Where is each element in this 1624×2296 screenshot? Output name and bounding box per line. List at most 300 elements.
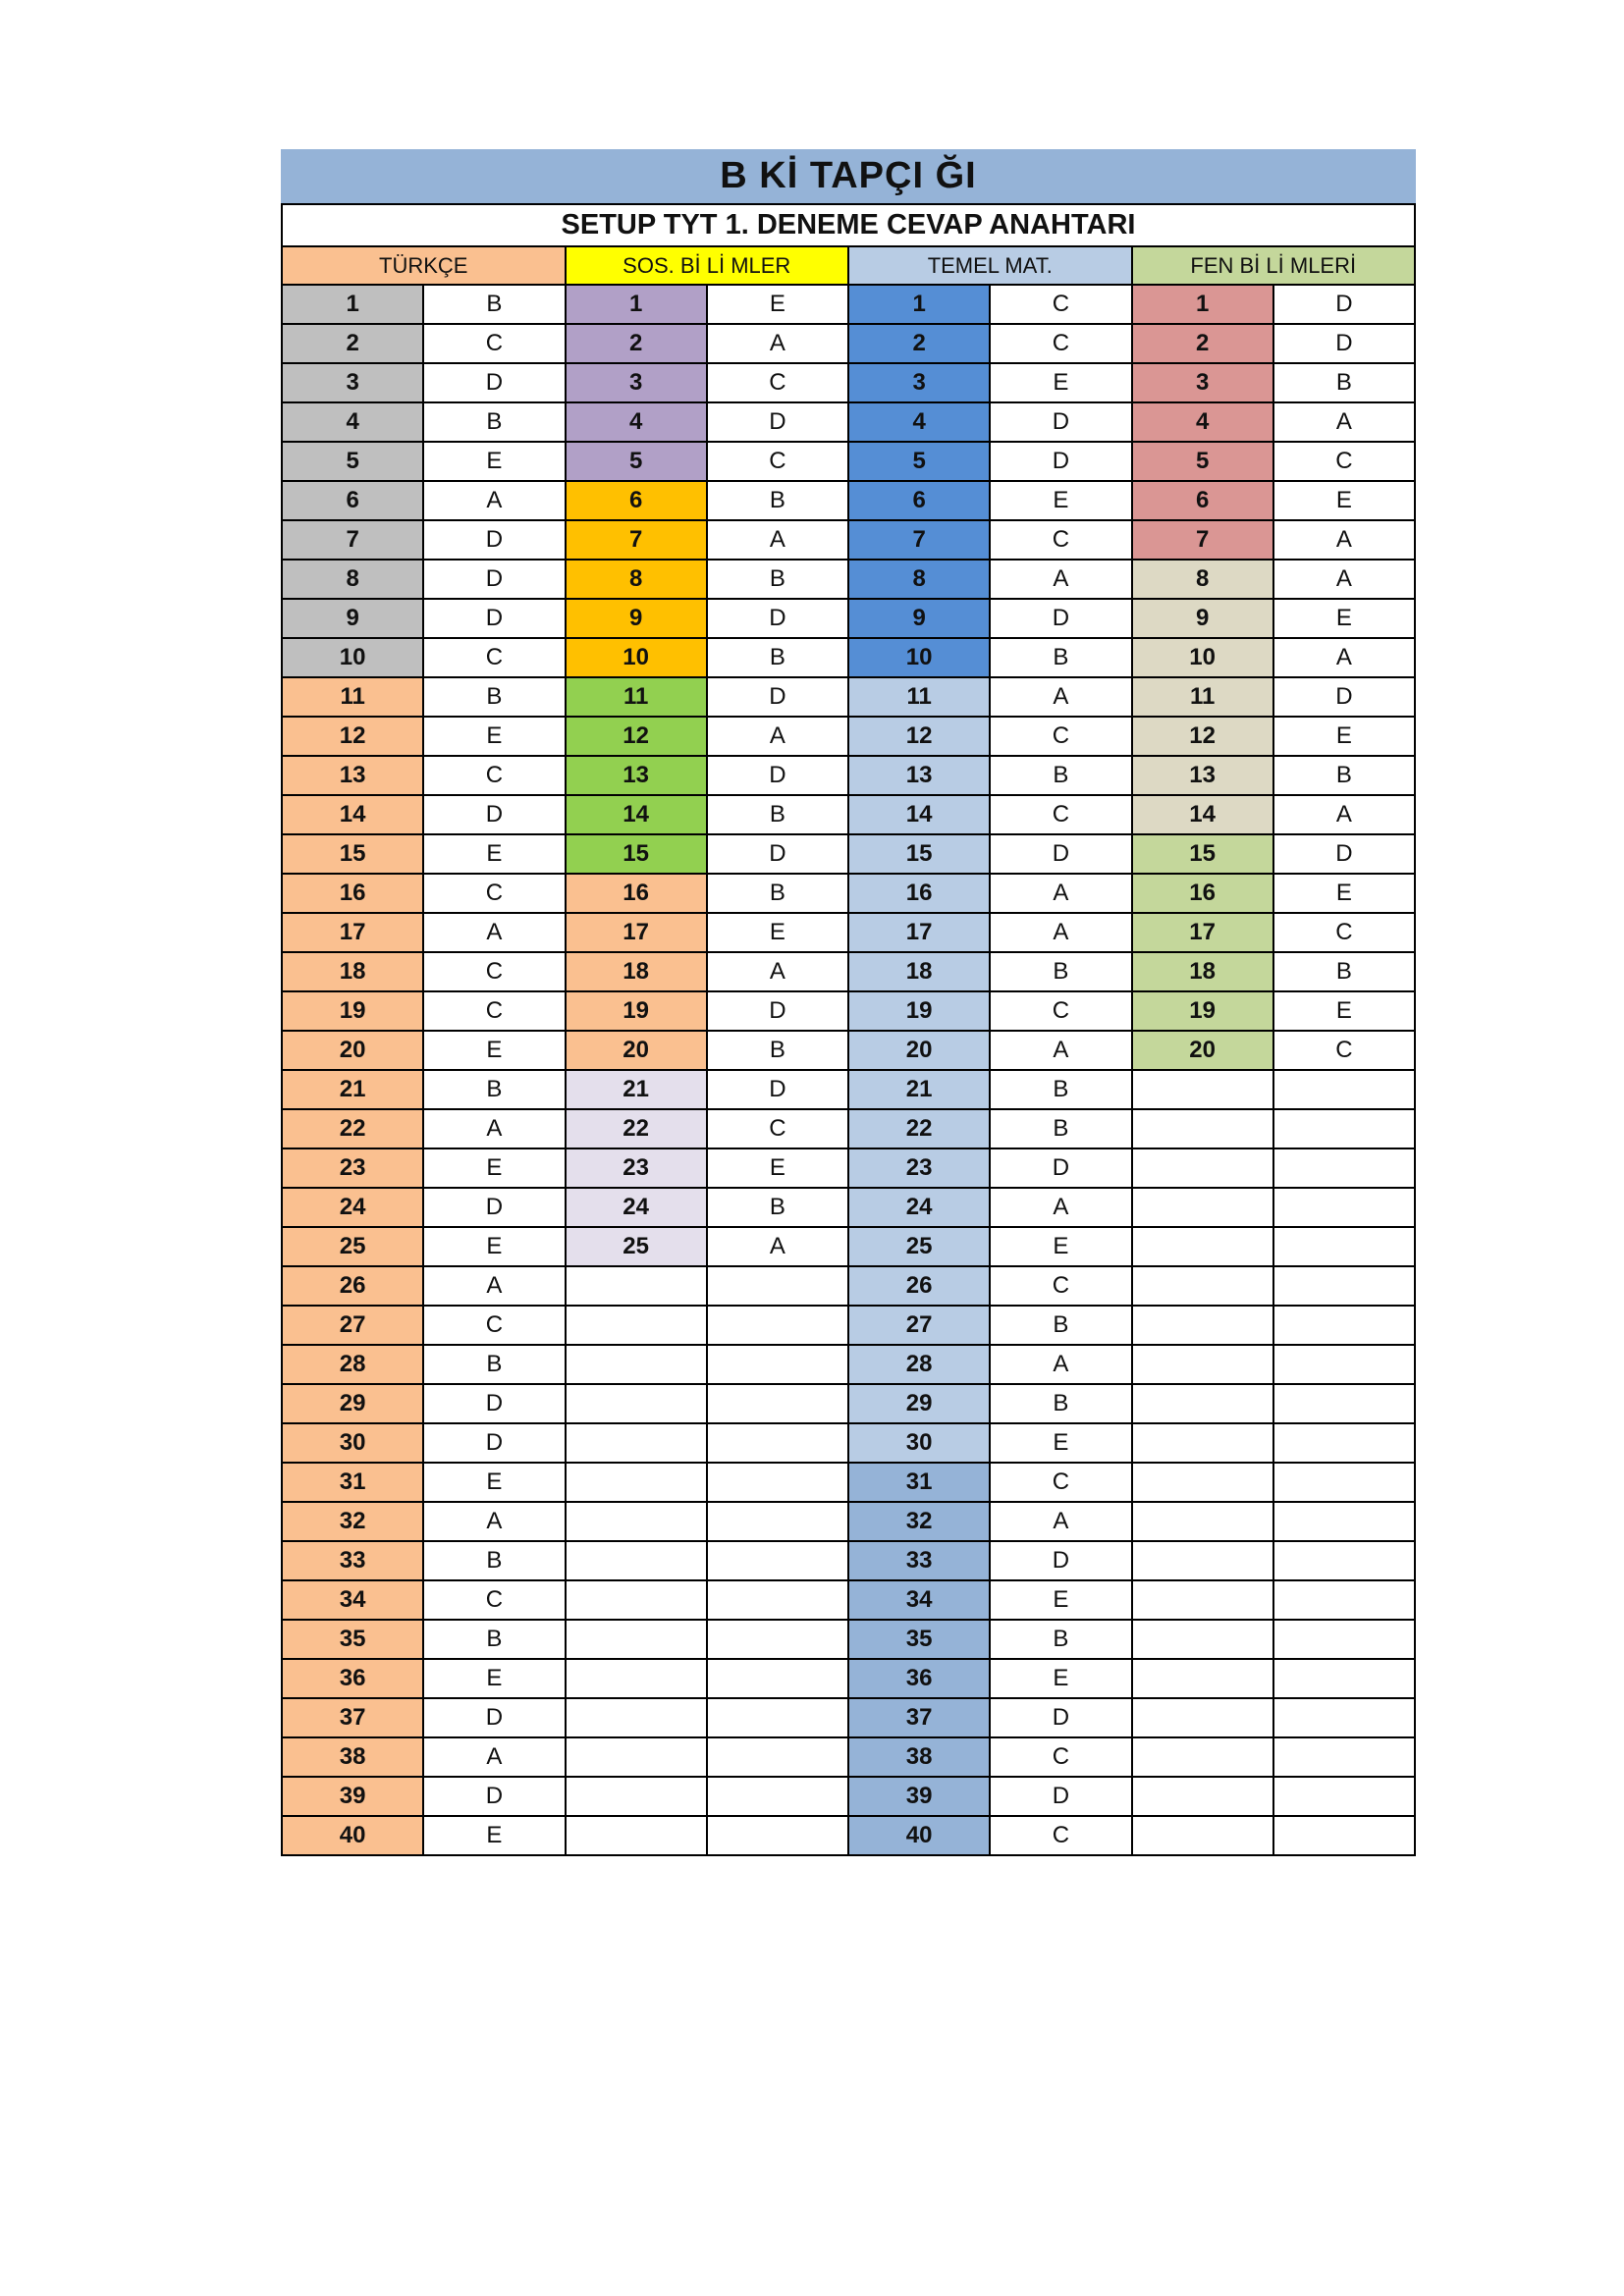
empty-cell	[1273, 1109, 1415, 1148]
empty-cell	[566, 1266, 707, 1306]
question-number-temel-mat: 32	[848, 1502, 990, 1541]
empty-cell	[707, 1620, 848, 1659]
answer-turkce: A	[423, 1266, 565, 1306]
answer-temel-mat: C	[990, 991, 1131, 1031]
answer-turkce: E	[423, 717, 565, 756]
question-number-turkce: 4	[282, 402, 423, 442]
answer-temel-mat: D	[990, 1541, 1131, 1580]
answer-sosyal: D	[707, 599, 848, 638]
answer-sosyal: D	[707, 834, 848, 874]
answer-turkce: C	[423, 952, 565, 991]
table-row	[282, 442, 1415, 481]
answer-turkce: D	[423, 363, 565, 402]
empty-cell	[566, 1423, 707, 1463]
answer-fen: D	[1273, 834, 1415, 874]
answer-sosyal: A	[707, 952, 848, 991]
answer-temel-mat: D	[990, 402, 1131, 442]
empty-cell	[1132, 1266, 1273, 1306]
answer-fen: C	[1273, 913, 1415, 952]
question-number-turkce: 33	[282, 1541, 423, 1580]
answer-sosyal: D	[707, 1070, 848, 1109]
empty-cell	[1273, 1384, 1415, 1423]
question-number-sosyal: 20	[566, 1031, 707, 1070]
empty-cell	[566, 1306, 707, 1345]
question-number-fen: 4	[1132, 402, 1273, 442]
empty-cell	[566, 1502, 707, 1541]
question-number-temel-mat: 6	[848, 481, 990, 520]
empty-cell	[1132, 1070, 1273, 1109]
table-row	[282, 599, 1415, 638]
answer-turkce: E	[423, 834, 565, 874]
question-number-temel-mat: 38	[848, 1737, 990, 1777]
question-number-temel-mat: 28	[848, 1345, 990, 1384]
answer-turkce: E	[423, 1463, 565, 1502]
question-number-sosyal: 7	[566, 520, 707, 560]
answer-fen: A	[1273, 795, 1415, 834]
table-row	[282, 1659, 1415, 1698]
empty-cell	[707, 1737, 848, 1777]
answer-temel-mat: C	[990, 1737, 1131, 1777]
answer-turkce: D	[423, 1698, 565, 1737]
question-number-temel-mat: 17	[848, 913, 990, 952]
answer-turkce: B	[423, 402, 565, 442]
empty-cell	[1132, 1698, 1273, 1737]
empty-cell	[1273, 1659, 1415, 1698]
question-number-turkce: 32	[282, 1502, 423, 1541]
table-row	[282, 324, 1415, 363]
question-number-temel-mat: 21	[848, 1070, 990, 1109]
section-header-fen: FEN Bİ Lİ MLERİ	[1132, 246, 1416, 285]
question-number-turkce: 5	[282, 442, 423, 481]
empty-cell	[1273, 1620, 1415, 1659]
empty-cell	[707, 1659, 848, 1698]
answer-sosyal: B	[707, 795, 848, 834]
answer-turkce: C	[423, 874, 565, 913]
answer-sosyal: A	[707, 324, 848, 363]
answer-turkce: E	[423, 1148, 565, 1188]
empty-cell	[566, 1463, 707, 1502]
answer-temel-mat: B	[990, 638, 1131, 677]
answer-temel-mat: A	[990, 874, 1131, 913]
empty-cell	[1132, 1188, 1273, 1227]
answer-fen: E	[1273, 874, 1415, 913]
question-number-temel-mat: 13	[848, 756, 990, 795]
empty-cell	[1132, 1659, 1273, 1698]
answer-sosyal: B	[707, 638, 848, 677]
answer-temel-mat: D	[990, 599, 1131, 638]
question-number-turkce: 2	[282, 324, 423, 363]
empty-cell	[1273, 1777, 1415, 1816]
question-number-turkce: 22	[282, 1109, 423, 1148]
empty-cell	[1273, 1737, 1415, 1777]
question-number-temel-mat: 3	[848, 363, 990, 402]
question-number-temel-mat: 30	[848, 1423, 990, 1463]
question-number-sosyal: 15	[566, 834, 707, 874]
answer-key-table	[281, 203, 1416, 1856]
answer-sosyal: A	[707, 1227, 848, 1266]
answer-sosyal: B	[707, 1031, 848, 1070]
answer-turkce: D	[423, 1777, 565, 1816]
section-header-row	[282, 246, 1415, 285]
answer-sosyal: A	[707, 520, 848, 560]
question-number-temel-mat: 33	[848, 1541, 990, 1580]
table-row	[282, 1698, 1415, 1737]
answer-temel-mat: C	[990, 1266, 1131, 1306]
question-number-temel-mat: 2	[848, 324, 990, 363]
table-row	[282, 481, 1415, 520]
answer-fen: C	[1273, 1031, 1415, 1070]
empty-cell	[1132, 1109, 1273, 1148]
table-row	[282, 1423, 1415, 1463]
table-row	[282, 1777, 1415, 1816]
question-number-temel-mat: 15	[848, 834, 990, 874]
question-number-turkce: 17	[282, 913, 423, 952]
question-number-turkce: 31	[282, 1463, 423, 1502]
answer-turkce: B	[423, 1345, 565, 1384]
answer-temel-mat: B	[990, 1109, 1131, 1148]
empty-cell	[1132, 1620, 1273, 1659]
answer-temel-mat: A	[990, 913, 1131, 952]
question-number-turkce: 18	[282, 952, 423, 991]
answer-fen: C	[1273, 442, 1415, 481]
question-number-temel-mat: 24	[848, 1188, 990, 1227]
question-number-turkce: 3	[282, 363, 423, 402]
table-row	[282, 913, 1415, 952]
question-number-fen: 17	[1132, 913, 1273, 952]
empty-cell	[1132, 1777, 1273, 1816]
question-number-temel-mat: 35	[848, 1620, 990, 1659]
empty-cell	[1273, 1227, 1415, 1266]
empty-cell	[1273, 1345, 1415, 1384]
answer-turkce: E	[423, 442, 565, 481]
question-number-turkce: 27	[282, 1306, 423, 1345]
answer-temel-mat: A	[990, 1502, 1131, 1541]
question-number-sosyal: 14	[566, 795, 707, 834]
answer-sosyal: D	[707, 991, 848, 1031]
question-number-fen: 11	[1132, 677, 1273, 717]
question-number-turkce: 16	[282, 874, 423, 913]
table-row	[282, 1816, 1415, 1855]
answer-turkce: B	[423, 285, 565, 324]
question-number-sosyal: 6	[566, 481, 707, 520]
empty-cell	[1273, 1580, 1415, 1620]
answer-turkce: E	[423, 1227, 565, 1266]
answer-temel-mat: B	[990, 756, 1131, 795]
question-number-temel-mat: 26	[848, 1266, 990, 1306]
answer-temel-mat: D	[990, 442, 1131, 481]
empty-cell	[1273, 1463, 1415, 1502]
answer-temel-mat: A	[990, 560, 1131, 599]
question-number-sosyal: 21	[566, 1070, 707, 1109]
answer-sosyal: D	[707, 756, 848, 795]
answer-fen: B	[1273, 363, 1415, 402]
question-number-sosyal: 18	[566, 952, 707, 991]
question-number-temel-mat: 29	[848, 1384, 990, 1423]
question-number-temel-mat: 1	[848, 285, 990, 324]
empty-cell	[1273, 1541, 1415, 1580]
answer-turkce: A	[423, 481, 565, 520]
question-number-sosyal: 9	[566, 599, 707, 638]
answer-temel-mat: A	[990, 677, 1131, 717]
answer-turkce: C	[423, 638, 565, 677]
question-number-sosyal: 17	[566, 913, 707, 952]
empty-cell	[1273, 1502, 1415, 1541]
answer-temel-mat: D	[990, 1698, 1131, 1737]
question-number-temel-mat: 14	[848, 795, 990, 834]
answer-temel-mat: E	[990, 481, 1131, 520]
answer-sosyal: A	[707, 717, 848, 756]
answer-temel-mat: A	[990, 1345, 1131, 1384]
empty-cell	[1132, 1227, 1273, 1266]
answer-turkce: D	[423, 795, 565, 834]
question-number-sosyal: 23	[566, 1148, 707, 1188]
question-number-sosyal: 10	[566, 638, 707, 677]
answer-temel-mat: C	[990, 520, 1131, 560]
question-number-temel-mat: 10	[848, 638, 990, 677]
question-number-turkce: 20	[282, 1031, 423, 1070]
answer-fen: A	[1273, 520, 1415, 560]
question-number-sosyal: 19	[566, 991, 707, 1031]
question-number-sosyal: 25	[566, 1227, 707, 1266]
empty-cell	[1273, 1816, 1415, 1855]
answer-fen: A	[1273, 560, 1415, 599]
answer-temel-mat: B	[990, 1306, 1131, 1345]
question-number-fen: 16	[1132, 874, 1273, 913]
table-row	[282, 756, 1415, 795]
empty-cell	[707, 1816, 848, 1855]
question-number-temel-mat: 8	[848, 560, 990, 599]
answer-temel-mat: E	[990, 1423, 1131, 1463]
question-number-fen: 8	[1132, 560, 1273, 599]
table-row	[282, 1345, 1415, 1384]
table-row	[282, 1266, 1415, 1306]
question-number-temel-mat: 39	[848, 1777, 990, 1816]
table-row	[282, 1580, 1415, 1620]
question-number-turkce: 13	[282, 756, 423, 795]
table-row	[282, 1502, 1415, 1541]
question-number-sosyal: 16	[566, 874, 707, 913]
empty-cell	[707, 1580, 848, 1620]
answer-fen: B	[1273, 756, 1415, 795]
question-number-turkce: 8	[282, 560, 423, 599]
answer-sosyal: B	[707, 481, 848, 520]
section-header-turkce: TÜRKÇE	[282, 246, 566, 285]
question-number-turkce: 30	[282, 1423, 423, 1463]
answer-turkce: B	[423, 677, 565, 717]
empty-cell	[1132, 1541, 1273, 1580]
question-number-turkce: 28	[282, 1345, 423, 1384]
answer-temel-mat: C	[990, 324, 1131, 363]
answer-turkce: A	[423, 913, 565, 952]
answer-temel-mat: D	[990, 1148, 1131, 1188]
answer-temel-mat: B	[990, 1070, 1131, 1109]
empty-cell	[1273, 1148, 1415, 1188]
empty-cell	[566, 1620, 707, 1659]
question-number-temel-mat: 5	[848, 442, 990, 481]
question-number-temel-mat: 27	[848, 1306, 990, 1345]
empty-cell	[707, 1463, 848, 1502]
question-number-turkce: 21	[282, 1070, 423, 1109]
answer-turkce: A	[423, 1109, 565, 1148]
answer-turkce: C	[423, 1306, 565, 1345]
answer-fen: E	[1273, 717, 1415, 756]
answer-temel-mat: B	[990, 1620, 1131, 1659]
empty-cell	[707, 1541, 848, 1580]
table-row	[282, 402, 1415, 442]
empty-cell	[1273, 1306, 1415, 1345]
answer-temel-mat: B	[990, 1384, 1131, 1423]
empty-cell	[707, 1502, 848, 1541]
question-number-turkce: 40	[282, 1816, 423, 1855]
table-row	[282, 520, 1415, 560]
answer-sosyal: D	[707, 402, 848, 442]
empty-cell	[1132, 1423, 1273, 1463]
question-number-temel-mat: 4	[848, 402, 990, 442]
question-number-temel-mat: 34	[848, 1580, 990, 1620]
answer-temel-mat: D	[990, 1777, 1131, 1816]
question-number-temel-mat: 9	[848, 599, 990, 638]
answer-temel-mat: E	[990, 363, 1131, 402]
answer-fen: D	[1273, 285, 1415, 324]
question-number-temel-mat: 23	[848, 1148, 990, 1188]
answer-temel-mat: E	[990, 1659, 1131, 1698]
answer-temel-mat: D	[990, 834, 1131, 874]
empty-cell	[566, 1698, 707, 1737]
answer-sosyal: C	[707, 442, 848, 481]
table-row	[282, 560, 1415, 599]
table-row	[282, 638, 1415, 677]
question-number-temel-mat: 11	[848, 677, 990, 717]
question-number-sosyal: 24	[566, 1188, 707, 1227]
answer-temel-mat: E	[990, 1227, 1131, 1266]
answer-turkce: D	[423, 560, 565, 599]
answer-turkce: A	[423, 1502, 565, 1541]
question-number-temel-mat: 12	[848, 717, 990, 756]
table-row	[282, 1031, 1415, 1070]
answer-sosyal: B	[707, 560, 848, 599]
answer-temel-mat: A	[990, 1188, 1131, 1227]
answer-temel-mat: C	[990, 1816, 1131, 1855]
question-number-fen: 12	[1132, 717, 1273, 756]
table-row	[282, 717, 1415, 756]
answer-key-sheet	[281, 149, 1416, 1856]
answer-turkce: E	[423, 1816, 565, 1855]
answer-turkce: D	[423, 1423, 565, 1463]
question-number-fen: 19	[1132, 991, 1273, 1031]
answer-turkce: D	[423, 599, 565, 638]
table-row	[282, 874, 1415, 913]
answer-temel-mat: B	[990, 952, 1131, 991]
question-number-turkce: 19	[282, 991, 423, 1031]
answer-turkce: C	[423, 756, 565, 795]
answer-turkce: C	[423, 991, 565, 1031]
question-number-turkce: 12	[282, 717, 423, 756]
table-row	[282, 1620, 1415, 1659]
answer-turkce: D	[423, 520, 565, 560]
empty-cell	[566, 1777, 707, 1816]
question-number-fen: 2	[1132, 324, 1273, 363]
answer-sosyal: E	[707, 1148, 848, 1188]
question-number-fen: 10	[1132, 638, 1273, 677]
question-number-turkce: 34	[282, 1580, 423, 1620]
answer-key-body	[282, 204, 1415, 1855]
answer-turkce: E	[423, 1031, 565, 1070]
question-number-temel-mat: 20	[848, 1031, 990, 1070]
question-number-sosyal: 8	[566, 560, 707, 599]
question-number-fen: 1	[1132, 285, 1273, 324]
answer-turkce: B	[423, 1620, 565, 1659]
answer-sosyal: E	[707, 285, 848, 324]
answer-fen: D	[1273, 677, 1415, 717]
question-number-sosyal: 22	[566, 1109, 707, 1148]
answer-turkce: A	[423, 1737, 565, 1777]
question-number-sosyal: 5	[566, 442, 707, 481]
section-header-temel-mat: TEMEL MAT.	[848, 246, 1132, 285]
question-number-temel-mat: 25	[848, 1227, 990, 1266]
empty-cell	[1132, 1148, 1273, 1188]
table-row	[282, 1463, 1415, 1502]
question-number-temel-mat: 31	[848, 1463, 990, 1502]
answer-temel-mat: C	[990, 717, 1131, 756]
question-number-sosyal: 3	[566, 363, 707, 402]
empty-cell	[566, 1659, 707, 1698]
question-number-sosyal: 1	[566, 285, 707, 324]
empty-cell	[707, 1777, 848, 1816]
answer-sosyal: C	[707, 363, 848, 402]
empty-cell	[566, 1580, 707, 1620]
answer-temel-mat: E	[990, 1580, 1131, 1620]
question-number-fen: 7	[1132, 520, 1273, 560]
empty-cell	[707, 1384, 848, 1423]
empty-cell	[707, 1345, 848, 1384]
answer-temel-mat: A	[990, 1031, 1131, 1070]
question-number-turkce: 9	[282, 599, 423, 638]
answer-fen: A	[1273, 638, 1415, 677]
empty-cell	[566, 1816, 707, 1855]
section-header-sosyal: SOS. Bİ Lİ MLER	[566, 246, 849, 285]
question-number-turkce: 7	[282, 520, 423, 560]
question-number-sosyal: 4	[566, 402, 707, 442]
empty-cell	[1273, 1698, 1415, 1737]
empty-cell	[1273, 1266, 1415, 1306]
answer-temel-mat: C	[990, 795, 1131, 834]
empty-cell	[1273, 1423, 1415, 1463]
table-row	[282, 1227, 1415, 1266]
answer-sosyal: D	[707, 677, 848, 717]
answer-turkce: C	[423, 1580, 565, 1620]
answer-turkce: C	[423, 324, 565, 363]
exam-title-row	[282, 204, 1415, 246]
table-row	[282, 677, 1415, 717]
answer-fen: A	[1273, 402, 1415, 442]
question-number-turkce: 23	[282, 1148, 423, 1188]
table-row	[282, 1541, 1415, 1580]
question-number-turkce: 36	[282, 1659, 423, 1698]
answer-fen: E	[1273, 599, 1415, 638]
empty-cell	[707, 1266, 848, 1306]
answer-turkce: E	[423, 1659, 565, 1698]
answer-fen: D	[1273, 324, 1415, 363]
question-number-turkce: 6	[282, 481, 423, 520]
question-number-turkce: 1	[282, 285, 423, 324]
question-number-sosyal: 2	[566, 324, 707, 363]
answer-fen: E	[1273, 991, 1415, 1031]
question-number-temel-mat: 37	[848, 1698, 990, 1737]
table-row	[282, 1306, 1415, 1345]
empty-cell	[566, 1345, 707, 1384]
table-row	[282, 1109, 1415, 1148]
question-number-fen: 14	[1132, 795, 1273, 834]
